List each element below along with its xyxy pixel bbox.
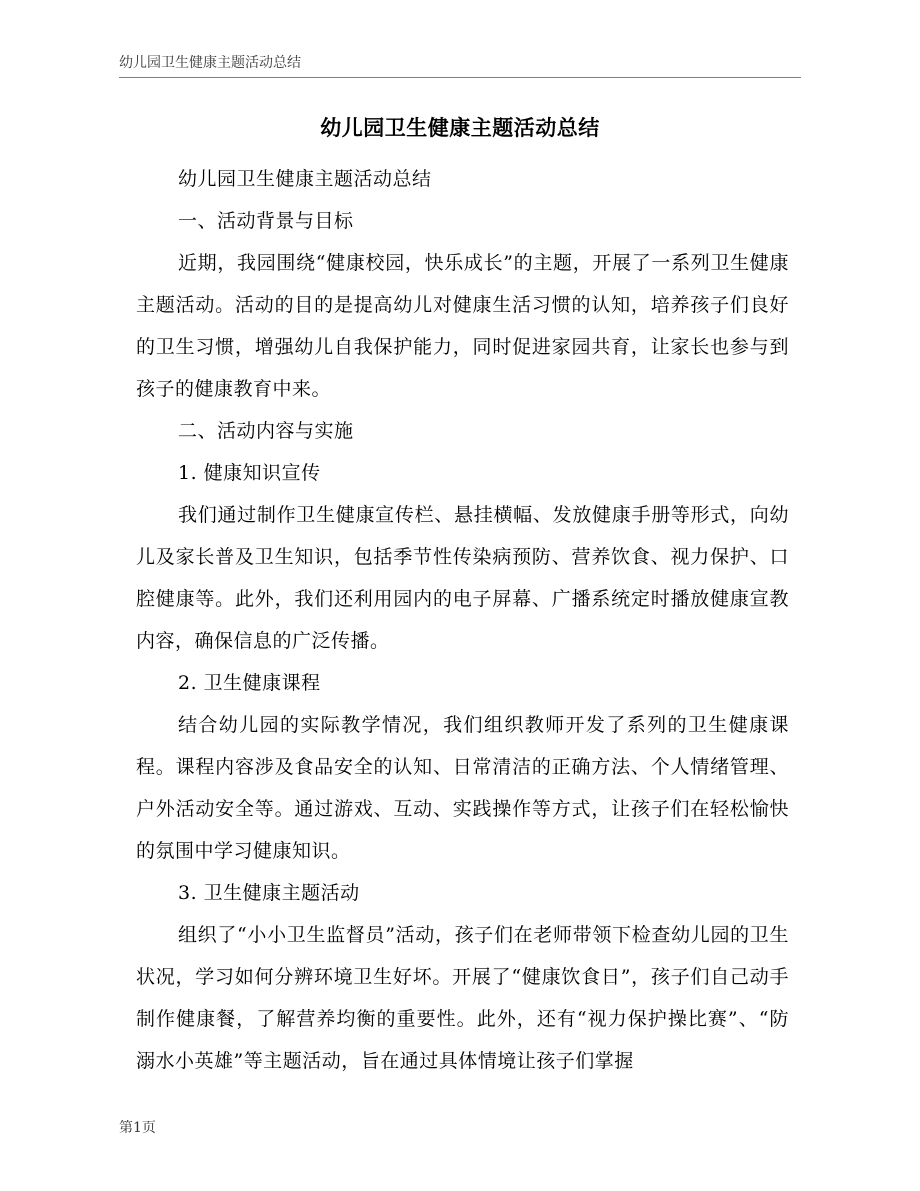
header-divider xyxy=(119,77,801,78)
document-title: 幼儿园卫生健康主题活动总结 xyxy=(320,115,600,140)
subheading-knowledge: 1. 健康知识宣传 xyxy=(178,462,321,484)
paragraph-course: 结合幼儿园的实际教学情况，我们组织教师开发了系列的卫生健康课程。课程内容涉及食品安全的认知、日常清洁的正确方法、个人情绪管理、户外活动安全等。通过游戏、互动、实践操作等方式，让孩子们在轻松愉快的氛围中学习健康知识。 xyxy=(136,714,789,862)
section-heading-background: 一、活动背景与目标 xyxy=(178,210,354,232)
paragraph-knowledge: 我们通过制作卫生健康宣传栏、悬挂横幅、发放健康手册等形式，向幼儿及家长普及卫生知识，包括季节性传染病预防、营养饮食、视力保护、口腔健康等。此外，我们还利用园内的电子屏幕、广播系统定时播放健康宣教内容，确保信息的广泛传播。 xyxy=(136,504,789,652)
subtitle-paragraph: 幼儿园卫生健康主题活动总结 xyxy=(178,168,432,190)
page-number: 第1页 xyxy=(119,1120,156,1136)
document-body xyxy=(136,158,789,1082)
paragraph-background: 近期，我园围绕“健康校园，快乐成长”的主题，开展了一系列卫生健康主题活动。活动的目的是提高幼儿对健康生活习惯的认知，培养孩子们良好的卫生习惯，增强幼儿自我保护能力，同时促进家园共育，让家长也参与到孩子的健康教育中来。 xyxy=(136,252,789,400)
paragraph-activities: 组织了“小小卫生监督员”活动，孩子们在老师带领下检查幼儿园的卫生状况，学习如何分辨环境卫生好坏。开展了“健康饮食日”，孩子们自己动手制作健康餐，了解营养均衡的重要性。此外，还有“视力保护操比赛”、“防溺水小英雄”等主题活动，旨在通过具体情境让孩子们掌握 xyxy=(136,924,789,1072)
running-header: 幼儿园卫生健康主题活动总结 xyxy=(119,55,301,71)
subheading-course: 2. 卫生健康课程 xyxy=(178,672,321,694)
subheading-activities: 3. 卫生健康主题活动 xyxy=(178,882,360,904)
section-heading-content: 二、活动内容与实施 xyxy=(178,420,354,442)
